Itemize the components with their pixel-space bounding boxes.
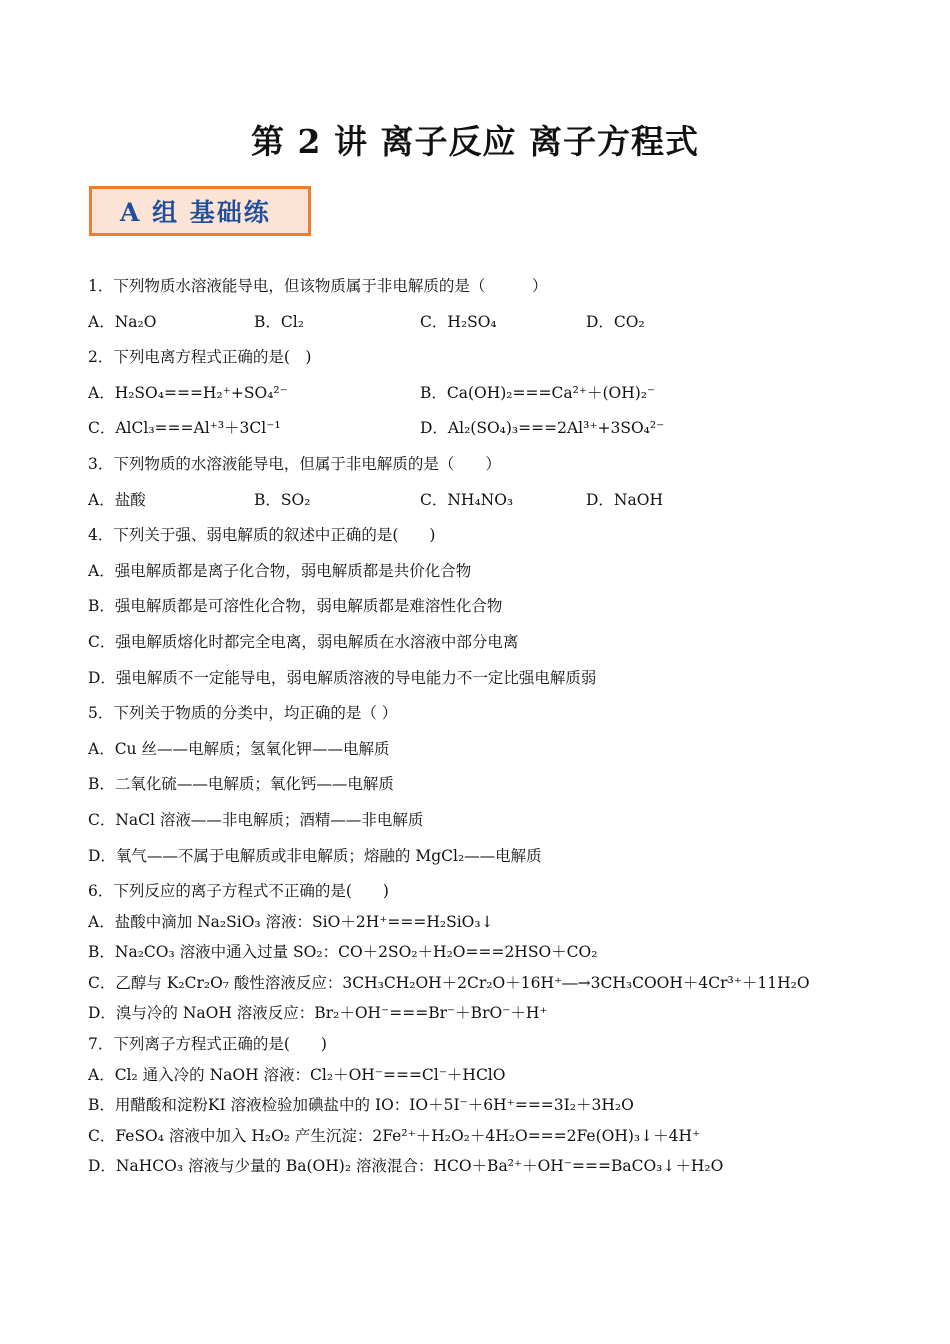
option-b[interactable]: B．Ca(OH)₂===Ca²⁺＋(OH)₂⁻ [420,383,656,402]
option-d[interactable]: D．强电解质不一定能导电，弱电解质溶液的导电能力不一定比强电解质弱 [88,668,597,687]
option-b[interactable]: B．SO₂ [254,490,311,509]
option-b[interactable]: B．Cl₂ [254,312,304,331]
option-c[interactable]: C．NaCl 溶液——非电解质；酒精——非电解质 [88,810,424,829]
option-a[interactable]: A．盐酸中滴加 Na₂SiO₃ 溶液：SiO＋2H⁺===H₂SiO₃↓ [88,912,494,931]
section-badge: A 组 基础练 [89,186,311,236]
question-stem: 6．下列反应的离子方程式不正确的是( ) [88,882,389,901]
question-stem: 3．下列物质的水溶液能导电，但属于非电解质的是（ ） [88,454,501,473]
question-stem: 7．下列离子方程式正确的是( ) [88,1035,327,1054]
question-stem: 2．下列电离方程式正确的是( ) [88,348,312,367]
question-stem: 4．下列关于强、弱电解质的叙述中正确的是( ) [88,526,436,545]
question-4 [88,521,888,699]
option-b[interactable]: B．二氧化硫——电解质；氧化钙——电解质 [88,775,394,794]
question-6 [88,877,888,1030]
option-a[interactable]: A．强电解质都是离子化合物，弱电解质都是共价化合物 [88,561,472,580]
option-c[interactable]: C．H₂SO₄ [420,312,497,331]
option-a[interactable]: A．H₂SO₄===H₂⁺+SO₄²⁻ [88,383,288,402]
options-row [88,308,888,344]
option-d[interactable]: D．氧气——不属于电解质或非电解质；熔融的 MgCl₂——电解质 [88,846,542,865]
option-c[interactable]: C．FeSO₄ 溶液中加入 H₂O₂ 产生沉淀：2Fe²⁺＋H₂O₂＋4H₂O===2Fe(OH)₃↓＋4H⁺ [88,1126,701,1145]
options-row [88,379,888,415]
option-c[interactable]: C．AlCl₃===Al⁺³＋3Cl⁻¹ [88,419,281,438]
question-stem: 5．下列关于物质的分类中，均正确的是（ ） [88,704,398,723]
option-c[interactable]: C．乙醇与 K₂Cr₂O₇ 酸性溶液反应：3CH₃CH₂OH＋2Cr₂O＋16H⁺―→3CH₃COOH＋4Cr³⁺＋11H₂O [88,973,810,992]
question-list [88,272,888,1183]
option-a[interactable]: A．Cl₂ 通入冷的 NaOH 溶液：Cl₂＋OH⁻===Cl⁻＋HClO [88,1065,506,1084]
option-b[interactable]: B．Na₂CO₃ 溶液中通入过量 SO₂：CO＋2SO₂＋H₂O===2HSO＋CO₂ [88,943,598,962]
options-row [88,414,888,450]
option-d[interactable]: D．NaHCO₃ 溶液与少量的 Ba(OH)₂ 溶液混合：HCO＋Ba²⁺＋OH⁻===BaCO₃↓＋H₂O [88,1157,724,1176]
option-c[interactable]: C．强电解质熔化时都完全电离，弱电解质在水溶液中部分电离 [88,632,519,651]
option-b[interactable]: B．用醋酸和淀粉KI 溶液检验加碘盐中的 IO：IO＋5I⁻＋6H⁺===3I₂＋3H₂O [88,1096,634,1115]
question-2 [88,343,888,450]
question-1 [88,272,888,343]
options-row [88,486,888,522]
option-a[interactable]: A．Na₂O [88,312,157,331]
option-b[interactable]: B．强电解质都是可溶性化合物，弱电解质都是难溶性化合物 [88,597,503,616]
option-d[interactable]: D．溴与冷的 NaOH 溶液反应：Br₂＋OH⁻===Br⁻＋BrO⁻＋H⁺ [88,1004,548,1023]
option-d[interactable]: D．Al₂(SO₄)₃===2Al³⁺+3SO₄²⁻ [420,419,665,438]
option-c[interactable]: C．NH₄NO₃ [420,490,514,509]
option-a[interactable]: A．Cu 丝——电解质；氢氧化钾——电解质 [88,739,390,758]
page-title: 第 2 讲 离子反应 离子方程式 [251,122,699,161]
question-7 [88,1030,888,1183]
option-d[interactable]: D．NaOH [586,490,663,509]
question-stem: 1．下列物质水溶液能导电，但该物质属于非电解质的是（ ） [88,277,548,295]
option-a[interactable]: A．盐酸 [88,490,146,509]
question-5 [88,699,888,877]
question-3 [88,450,888,521]
option-d[interactable]: D．CO₂ [586,312,645,331]
